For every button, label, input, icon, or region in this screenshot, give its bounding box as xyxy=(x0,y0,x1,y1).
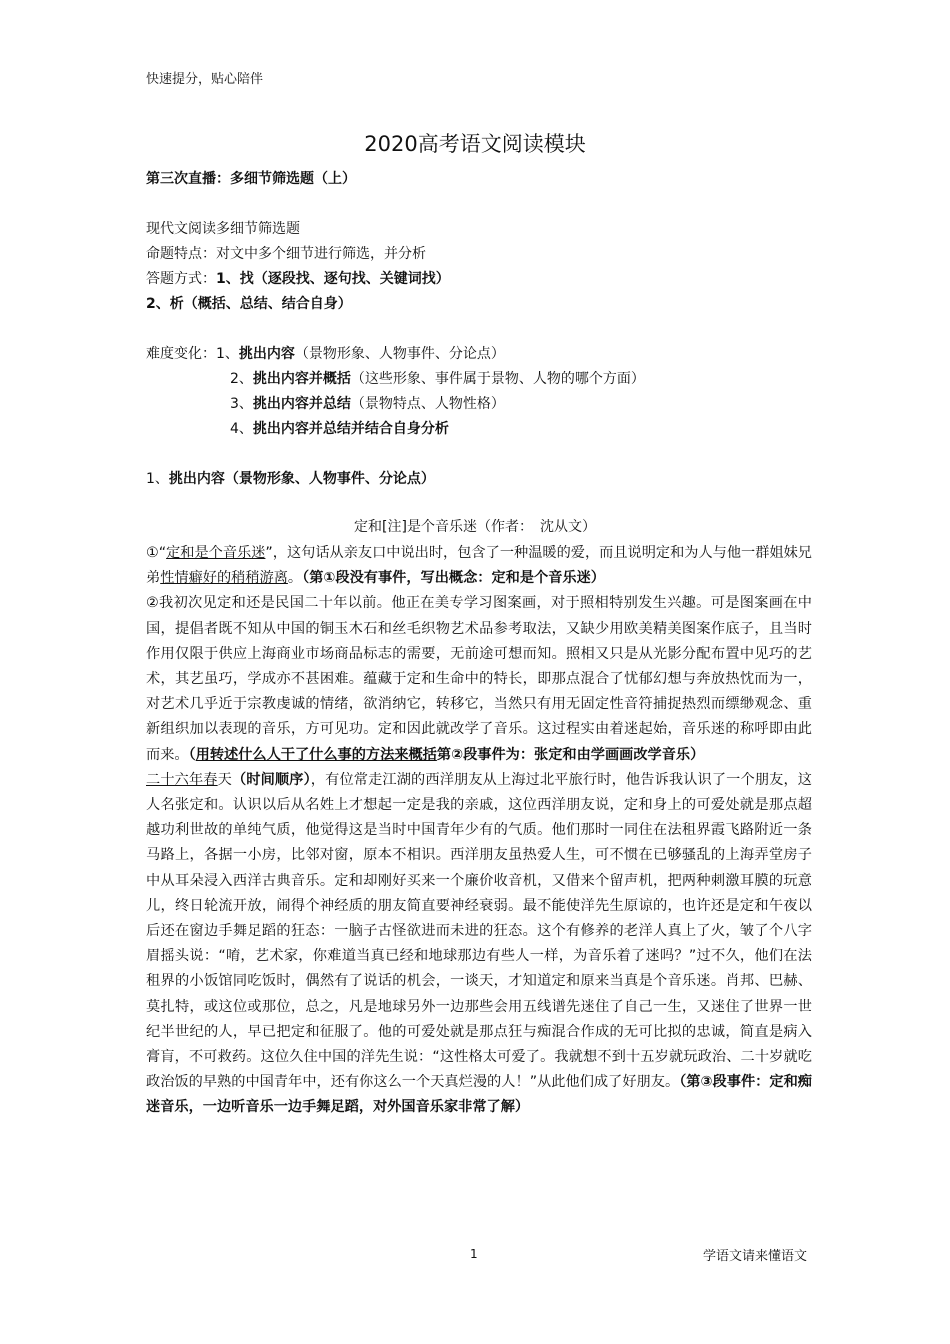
difficulty-bold: 挑出内容并总结并结合自身分析 xyxy=(252,421,449,437)
section-num: 1、 xyxy=(146,471,169,487)
difficulty-note: （这些形象、事件属于景物、人物的哪个方面） xyxy=(350,371,645,387)
article-title: 定和[注]是个音乐迷（作者： 沈从文） xyxy=(354,519,596,535)
difficulty-num: 2、 xyxy=(230,371,253,387)
section-heading xyxy=(146,468,435,488)
paragraph-1 xyxy=(146,541,812,591)
difficulty-num: 4、 xyxy=(230,421,253,437)
text: ①“ xyxy=(146,545,167,561)
difficulty-note: （景物特点、人物性格） xyxy=(350,396,505,412)
text: ”，这句话从亲友口中说出时，包含了一种温暖的爱，而且说明定和为人与他一群姐妹兄弟 xyxy=(146,545,812,587)
annotation: 第②段事件为：张定和由学画画改学音乐） xyxy=(436,746,705,763)
paragraph-3 xyxy=(146,768,812,1121)
annotation: （第①段没有事件，写出概念：定和是个音乐迷） xyxy=(302,570,605,587)
text: ，有位常走江湖的西洋朋友从上海过北平旅行时，他告诉我认识了一个朋友，这人名张定和。认识以后从名姓上才想起一定是我的亲戚，这位西洋朋友说，定和身上的可爱处就是那点超越功利世故的单纯气质，他觉得这是当时中国青年少有的气质。他们那时一同住在法租界霞飞路附近一条马路上，各据一小房，比邻对窗，原本不相识。西洋朋友虽热爱人生，可不惯在已够骚乱的上海弄堂房子中从耳朵浸入西洋古典音乐。定和却刚好买来一个廉价收音机，又借来个留声机，把两种刺激耳膜的玩意儿，终日轮流开放，闹得个神经质的朋友简直要神经衰弱。最不能使洋先生原谅的，也许还是定和午夜以后还在窗边手舞足蹈的狂态：一脑子古怪欲进而未进的狂态。这个有修养的老洋人真上了火，皱了个八字眉摇头说：“唷，艺术家，你难道当真已经和地球那边有些人一样，为音乐着了迷吗？”过不久，他们在法租界的小饭馆同吃饭时，偶然有了说话的机会，一谈天，才知道定和原来当真是个音乐迷。肖邦、巴赫、莫扎特，或这位或那位，总之，凡是地球另外一边那些会用五线谱先迷住了自己一生，又迷住了世界一世纪半世纪的人，早已把定和征服了。他的可爱处就是那点狂与痴混合作成的无可比拟的忠诚，简直是病入膏肓，不可救药。这位久住中国的洋先生说：“这性格太可爱了。我就想不到十五岁就玩政治、二十岁就吃政治饭的早熟的中国青年中，还有你这么一个天真烂漫的人！”从此他们成了好朋友。 xyxy=(146,771,812,1091)
text: 。 xyxy=(287,570,303,587)
difficulty-bold: 挑出内容并总结 xyxy=(252,396,351,412)
page-header: 快速提分，贴心陪伴 xyxy=(146,72,264,87)
document-title: 2020高考语文阅读模块 xyxy=(364,132,586,156)
intro-line-3-prefix: 答题方式： xyxy=(146,271,216,287)
difficulty-item-2 xyxy=(230,368,645,388)
difficulty-num: 3、 xyxy=(230,396,253,412)
underlined-text: 二十六年春 xyxy=(146,771,218,788)
intro-line-4: 2、析（概括、总结、结合自身） xyxy=(146,296,352,312)
difficulty-bold: 挑出内容并概括 xyxy=(252,371,351,387)
page-number: 1 xyxy=(470,1247,478,1261)
intro-line-1: 现代文阅读多细节筛选题 xyxy=(146,221,300,237)
annotation-underlined: 用转述什么人干了什么事的方法来概括 xyxy=(195,746,437,763)
underlined-text: 性情癖好的稍稍游离 xyxy=(160,570,288,587)
intro-line-3 xyxy=(146,268,450,288)
annotation: （第③段事件：定和痴迷音乐，一边听音乐一边手舞足蹈，对外国音乐家非常了解） xyxy=(146,1074,812,1116)
difficulty-note: （景物形象、人物事件、分论点） xyxy=(294,346,505,362)
underlined-text: 定和是个音乐迷 xyxy=(166,545,266,561)
difficulty-bold: 挑出内容 xyxy=(238,346,295,362)
difficulty-item-3 xyxy=(230,393,505,413)
article-body xyxy=(146,541,812,1121)
paragraph-2 xyxy=(146,591,812,767)
difficulty-num: 1、 xyxy=(216,346,239,362)
text: 天 xyxy=(217,771,232,788)
footer-slogan: 学语文请来懂语文 xyxy=(703,1249,808,1264)
text: ②我初次见定和还是民国二十年以前。他正在美专学习图案画，对于照相特别发生兴趣。可是图案画在中国，提倡者既不知从中国的铜玉木石和丝毛织物艺术品参考取法，又缺少用欧美精美图案作底子，且当时作用仅限于供应上海商业市场商品标志的需要，无前途可想而知。照相又只是从光影分配布置中见巧的艺术，其艺虽巧，学成亦不甚困难。蕴藏于定和生命中的特长，即那点混合了忧郁幻想与奔放热忱而为一，对艺术几乎近于宗教虔诚的情绪，欲消纳它，转移它，当然只有用无固定性音符捕捉热烈而缥缈观念、重新组织加以表现的音乐，方可见功。定和因此就改学了音乐。这过程实由着迷起始，音乐迷的称呼即由此而来。 xyxy=(146,595,812,763)
intro-line-2: 命题特点：对文中多个细节进行筛选，并分析 xyxy=(146,246,426,262)
section-title: 挑出内容（景物形象、人物事件、分论点） xyxy=(168,471,435,487)
subtitle: 第三次直播：多细节筛选题（上） xyxy=(146,171,356,187)
annotation: （ xyxy=(188,746,196,763)
difficulty-label: 难度变化： xyxy=(146,346,216,362)
difficulty-item-1 xyxy=(146,343,505,363)
annotation: （时间顺序） xyxy=(231,771,311,788)
intro-line-3-bold: 1、找（逐段找、逐句找、关键词找） xyxy=(216,271,450,287)
difficulty-item-4 xyxy=(230,418,449,438)
